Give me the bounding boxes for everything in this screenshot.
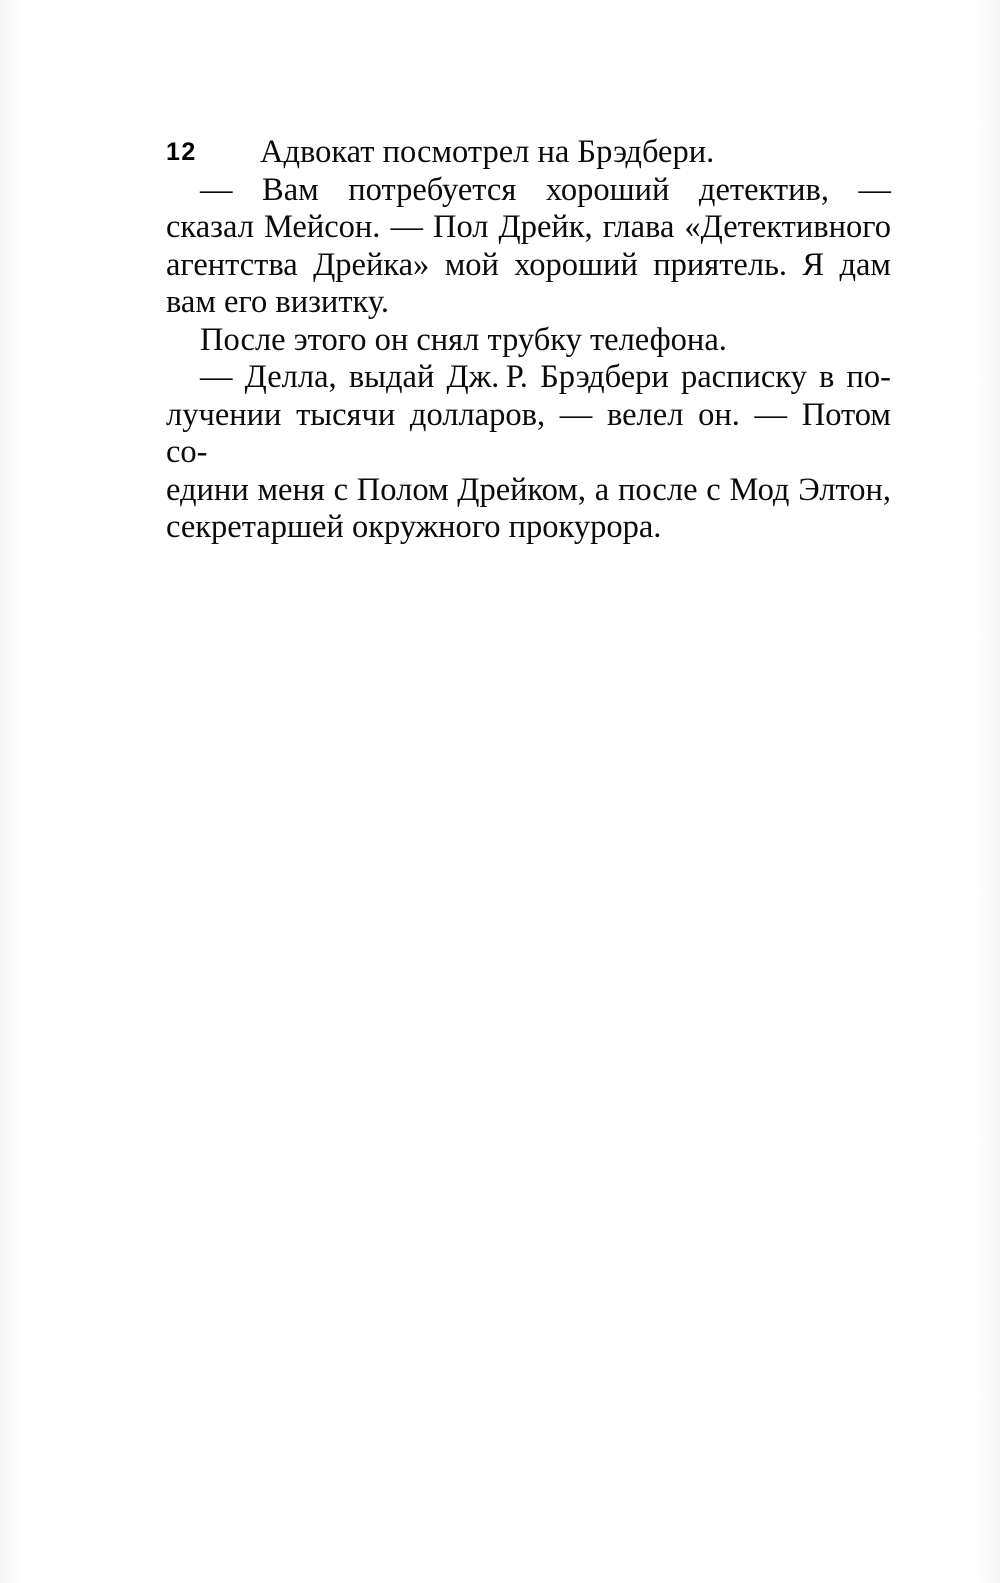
text-line: секретаршей окружного прокурора. xyxy=(166,509,662,545)
text-line: Адвокат посмотрел на Брэдбери. xyxy=(260,134,715,170)
paragraph xyxy=(166,134,891,172)
paragraph xyxy=(166,359,891,547)
text-block xyxy=(166,134,891,547)
page-number: 12 xyxy=(166,138,197,166)
text-line: вам его визитку. xyxy=(166,284,389,320)
text-line: — Вам потребуется хороший детектив, — xyxy=(200,171,891,208)
page-edge-shade-right xyxy=(972,0,1000,1583)
text-line: лучении тысячи долларов, — велел он. — Потом со- xyxy=(166,396,891,470)
text-line: агентства Дрейка» мой хороший приятель. Я дам xyxy=(166,246,891,283)
text-line: едини меня с Полом Дрейком, а после с Мод Элтон, xyxy=(166,471,891,508)
text-line: сказал Мейсон. — Пол Дрейк, глава «Детективного xyxy=(166,209,891,245)
paragraph xyxy=(166,172,891,322)
paragraph xyxy=(166,322,891,360)
text-line: После этого он снял трубку телефона. xyxy=(200,321,727,358)
text-line: — Делла, выдай Дж. Р. Брэдбери расписку в по- xyxy=(200,359,891,395)
page-edge-shade-left xyxy=(0,0,28,1583)
